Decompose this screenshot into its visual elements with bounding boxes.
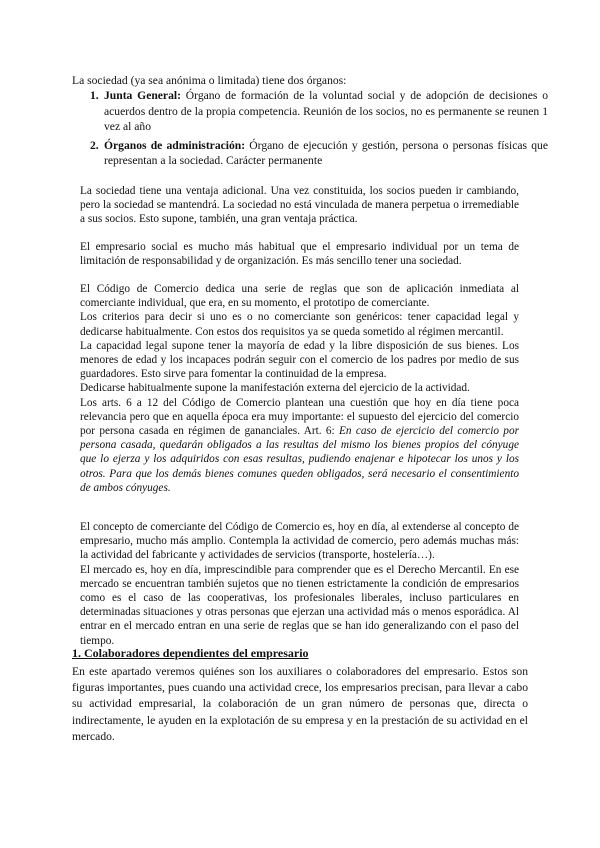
paragraph: Los criterios para decir si uno es o no comerciante son genéricos: tener capacidad legal y dedicarse habitualmente. Con estos dos requisitos ya se queda sometido al régimen mercantil. bbox=[80, 311, 519, 338]
paragraph: La capacidad legal supone tener la mayoría de edad y la libre disposición de sus bienes. Los menores de edad y los incapaces podrán seguir con el comercio de los padres por medio de sus guardadores. Esto sirve para fomentar la continuidad de la empresa. bbox=[80, 339, 519, 381]
paragraph-empresario-social bbox=[80, 240, 519, 268]
paragraph: Dedicarse habitualmente supone la manifestación externa del ejercicio de la actividad. bbox=[80, 382, 470, 395]
paragraph-text: Los arts. 6 a 12 del Código de Comercio plantean una cuestión que hoy en día tiene poca relevancia pero que en aquella época era muy importante: el supuesto del ejercicio del comercio por persona casada en régimen de gananciales. Art. 6: bbox=[80, 396, 519, 438]
organ-title: Junta General: bbox=[104, 89, 181, 102]
codigo-block bbox=[80, 282, 519, 495]
paragraph: La sociedad tiene una ventaja adicional. Una vez constituida, los socios pueden ir cambiando, pero la sociedad se mantendrá. La sociedad no está vinculada de manera perpetua o irremediable a sus socios. Esto supone, también, una gran ventaja práctica. bbox=[80, 185, 519, 226]
organ-description: Órgano de ejecución y gestión, persona o personas físicas que representan a la sociedad. Carácter permanente bbox=[104, 138, 548, 168]
legal-quote: En caso de ejercicio del comercio por persona casada, quedarán obligados a las resultas del mismo los bienes propios del cónyuge que lo ejerza y los adquiridos con esas resultas, pudiendo enajenar e hipotecar los unos y los otros. Para que los demás bienes comunes queden obligados, será necesario el consentimiento de ambos cónyuges. bbox=[80, 425, 519, 494]
organs-list bbox=[72, 88, 548, 172]
list-item bbox=[92, 138, 548, 169]
concepto-block bbox=[80, 520, 519, 648]
intro-text: La sociedad (ya sea anónima o limitada) tiene dos órganos: bbox=[72, 74, 347, 87]
paragraph: El empresario social es mucho más habitual que el empresario individual por un tema de limitación de responsabilidad y de organización. Es más sencillo tener una sociedad. bbox=[80, 241, 519, 268]
section-body: En este apartado veremos quiénes son los auxiliares o colaboradores del empresario. Estos son figuras importantes, pues cuando una actividad crece, los empresarios precisan, para llevar a cabo su actividad empresarial, la colaboración de un gran número de personas que, directa o indirectamente, le ayuden en la explotación de su empresa y en la prestación de su actividad en el mercado. bbox=[72, 665, 528, 743]
paragraph-ventaja bbox=[80, 184, 519, 227]
list-item bbox=[92, 88, 548, 135]
organ-title: Órganos de administración: bbox=[104, 138, 246, 152]
paragraph: El mercado es, hoy en día, imprescindible para comprender que es el Derecho Mercantil. En ese mercado se encuentran también sujetos que no tienen estrictamente la condición de empresarios como es el caso de las cooperativas, los profesionales liberales, incluso particulares en determinadas situaciones y otras personas que ejerzan una actividad más o menos esporádica. Al entrar en el mercado entran en una serie de reglas que se han ido generalizando con el paso del tiempo. bbox=[80, 563, 519, 647]
list-number: 1. bbox=[90, 89, 99, 102]
list-number: 2. bbox=[90, 138, 99, 152]
organ-description: Órgano de formación de la voluntad social y de adopción de decisiones o acuerdos dentro de la propia competencia. Reunión de los socios, no es permanente se reunen 1 vez al año bbox=[104, 89, 549, 134]
paragraph: El Código de Comercio dedica una serie de reglas que son de aplicación inmediata al comerciante individual, que era, en su momento, el prototipo de comerciante. bbox=[80, 283, 519, 310]
paragraph bbox=[80, 396, 519, 495]
paragraph: El concepto de comerciante del Código de Comercio es, hoy en día, al extenderse al concepto de empresario, mucho más amplio. Contempla la actividad de comercio, pero además muchas más: la actividad del fabricante y actividades de servicios (transporte, hostelería…). bbox=[80, 521, 519, 562]
section-heading: 1. Colaboradores dependientes del empresario bbox=[72, 646, 309, 660]
